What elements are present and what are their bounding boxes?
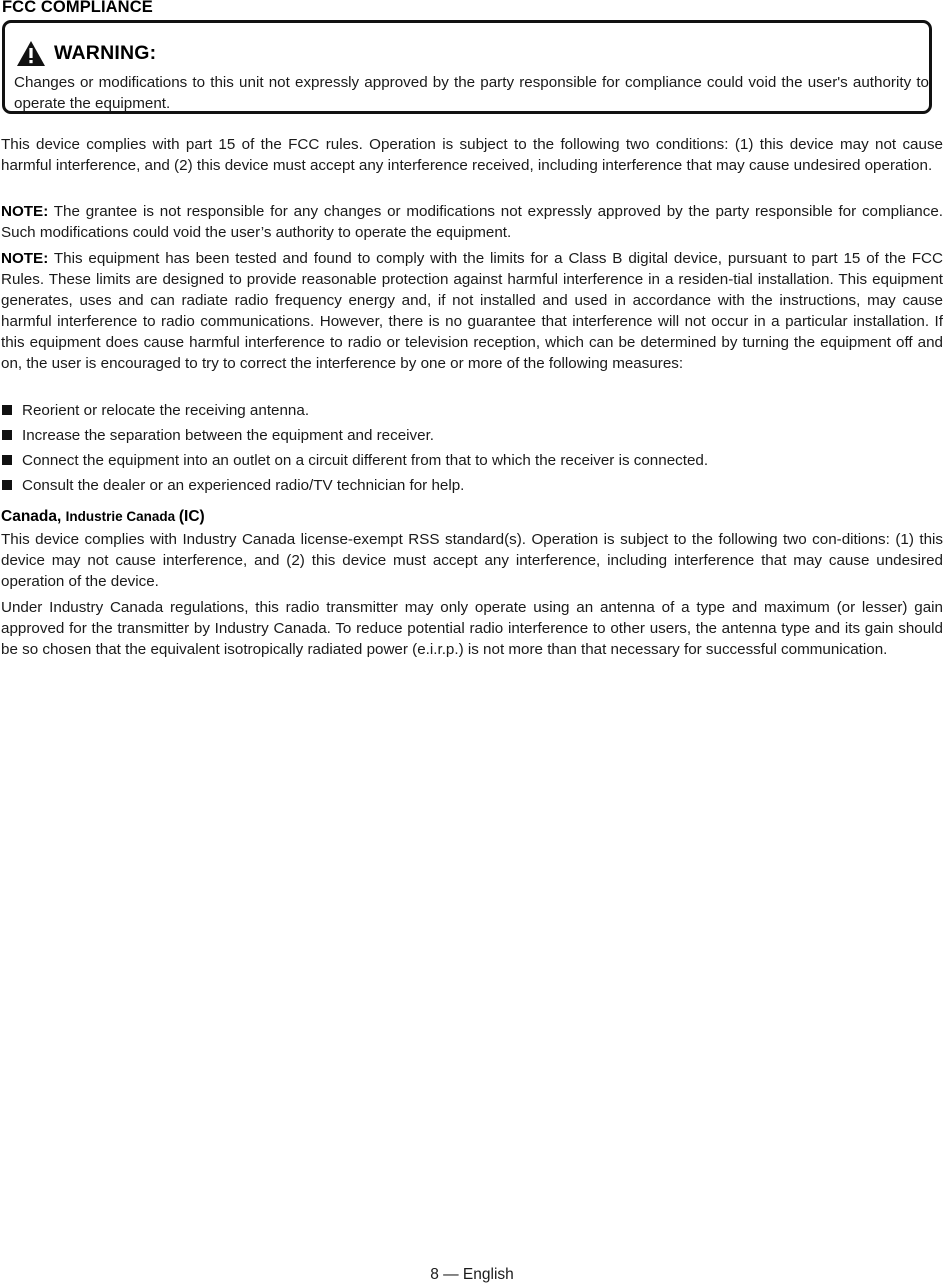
list-item-text: Connect the equipment into an outlet on a circuit different from that to which the receiver is connected. <box>22 452 709 469</box>
warning-text: Changes or modifications to this unit not expressly approved by the party responsible for compliance could void the user's authority to operate the equipment. <box>14 74 929 112</box>
list-item <box>1 450 943 475</box>
class-b-note-paragraph <box>1 248 943 374</box>
note-text: The grantee is not responsible for any changes or modifications not expressly approved by the party responsible for compliance. Such modifications could void the user’s authority to operate the equipment. <box>1 203 943 241</box>
note-label: NOTE: <box>1 250 49 267</box>
note-text: This equipment has been tested and found to comply with the limits for a Class B digital device, pursuant to part 15 of the FCC Rules. These limits are designed to provide reasonable protection against harmful interference in a residen-tial installation. This equipment generates, uses and can radiate radio frequency energy and, if not installed and used in accordance with the instructions, may cause harmful interference to radio communications. However, there is no guarantee that interference will not occur in a particular installation. If this equipment does cause harmful interference to radio or television reception, which can be determined by turning the equipment off and on, the user is encouraged to try to correct the interference by one or more of the following measures: <box>1 250 943 372</box>
square-bullet-icon <box>2 405 12 415</box>
note-label: NOTE: <box>1 203 49 220</box>
ic-antenna-paragraph: Under Industry Canada regulations, this radio transmitter may only operate using an antenna of a type and maximum (or lesser) gain approved for the transmitter by Industry Canada. To reduce potential radio interference to other users, the antenna type and its gain should be so chosen that the equivalent isotropically radiated power (e.i.r.p.) is not more than that necessary for successful communication. <box>1 599 943 658</box>
fcc-part15-paragraph: This device complies with part 15 of the FCC rules. Operation is subject to the following two conditions: (1) this device may not cause harmful interference, and (2) this device must accept any interference received, including interference that may cause undesired operation. <box>1 136 943 174</box>
section-title: FCC COMPLIANCE <box>2 0 153 16</box>
list-item <box>1 400 943 425</box>
list-item-text: Consult the dealer or an experienced radio/TV technician for help. <box>22 477 465 494</box>
warning-label: WARNING: <box>54 41 157 64</box>
list-item-text: Increase the separation between the equipment and receiver. <box>22 427 435 444</box>
warning-box <box>2 20 932 114</box>
warning-triangle-icon <box>16 40 46 67</box>
canada-heading-code: (IC) <box>178 508 205 525</box>
canada-heading-agency: Industrie Canada <box>65 509 179 524</box>
measures-list <box>1 400 943 500</box>
list-item-text: Reorient or relocate the receiving antenna. <box>22 402 310 419</box>
canada-heading-country: Canada, <box>1 508 66 525</box>
canada-heading <box>1 503 205 527</box>
ic-rss-paragraph: This device complies with Industry Canada license-exempt RSS standard(s). Operation is subject to the following two con-ditions: (1) this device may not cause interference, and (2) this device must accept any interference, including interference that may cause undesired operation of the device. <box>1 531 943 590</box>
page-footer: 8 — English <box>430 1266 514 1283</box>
square-bullet-icon <box>2 455 12 465</box>
warning-header <box>16 38 156 68</box>
square-bullet-icon <box>2 480 12 490</box>
grantee-note-paragraph <box>1 201 943 243</box>
square-bullet-icon <box>2 430 12 440</box>
list-item <box>1 425 943 450</box>
list-item <box>1 475 943 500</box>
